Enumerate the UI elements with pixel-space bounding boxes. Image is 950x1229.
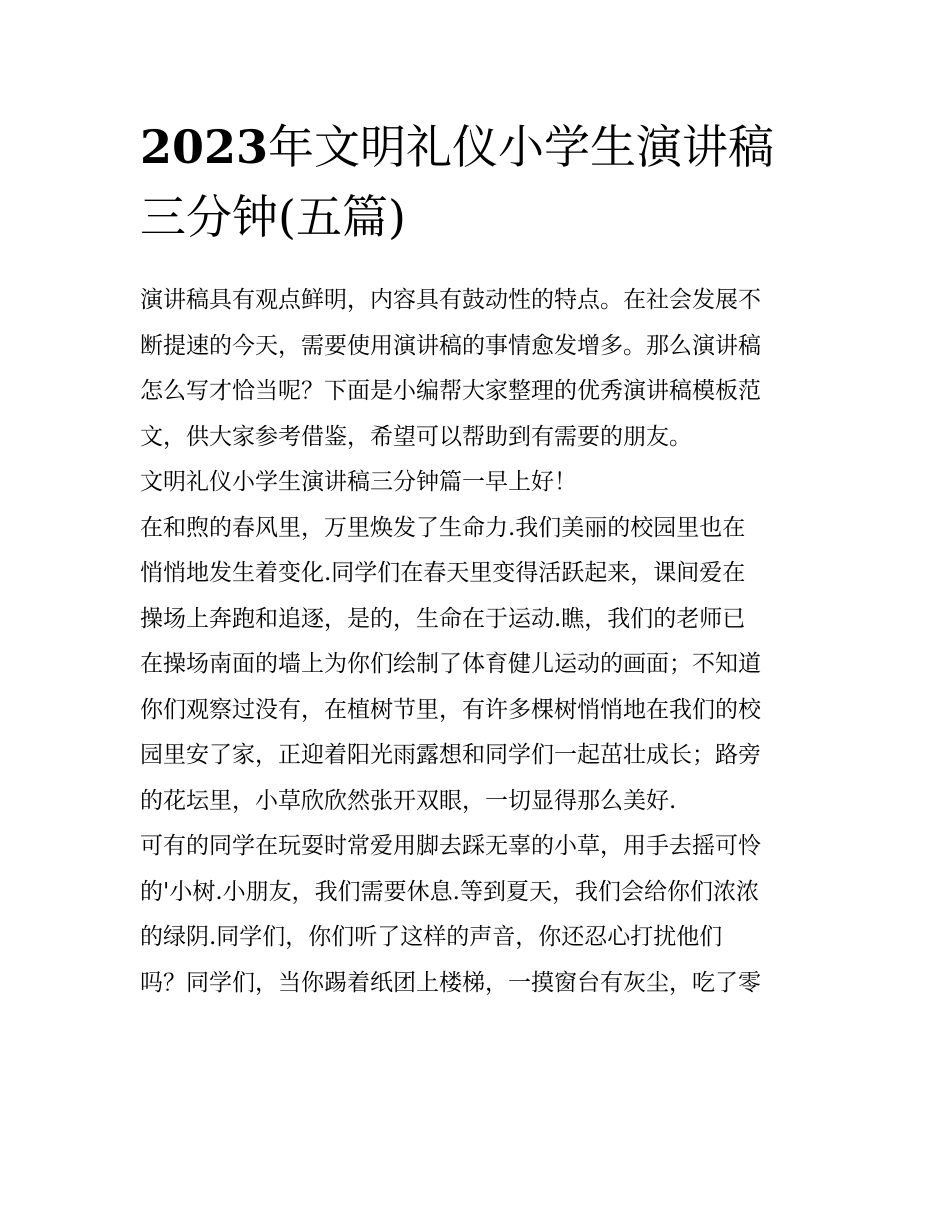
body-line: 可有的同学在玩耍时常爱用脚去踩无辜的小草，用手去摇可怜 (140, 833, 761, 859)
body-line: 园里安了家，正迎着阳光雨露想和同学们一起茁壮成长；路旁 (140, 742, 761, 768)
body-line: 的花坛里，小草欣欣然张开双眼，一切显得那么美好. (140, 787, 677, 814)
body-line: 你们观察过没有，在植树节里，有许多棵树悄悄地在我们的校 (140, 696, 761, 723)
title-line-1 (140, 112, 830, 182)
body-line: 演讲稿具有观点鲜明，内容具有鼓动性的特点。在社会发展不 (140, 287, 761, 313)
body-line: 怎么写才恰当呢？下面是小编帮大家整理的优秀演讲稿模板范 (140, 378, 761, 404)
title-year: 2023 (140, 120, 269, 174)
title-line-1-text: 年文明礼仪小学生演讲稿 (268, 120, 775, 174)
body-line: 在和煦的春风里，万里焕发了生命力.我们美丽的校园里也在 (140, 514, 746, 541)
body-line: 悄悄地发生着变化.同学们在春天里变得活跃起来，课间爱在 (140, 560, 746, 586)
document-title (140, 112, 830, 252)
title-line-2: 三分钟(五篇) (140, 190, 406, 244)
section-heading: 文明礼仪小学生演讲稿三分钟篇一早上好！ (140, 469, 577, 495)
body-line: 的'小树.小朋友，我们需要休息.等到夏天，我们会给你们浓浓 (140, 878, 759, 905)
document-body (140, 278, 830, 1006)
body-line: 文，供大家参考借鉴，希望可以帮助到有需要的朋友。 (140, 423, 692, 450)
body-line: 的绿阴.同学们，你们听了这样的声音，你还忍心打扰他们 (140, 924, 723, 950)
body-line: 操场上奔跑和追逐，是的，生命在于运动.瞧，我们的老师已 (140, 605, 746, 632)
body-line: 断提速的今天，需要使用演讲稿的事情愈发增多。那么演讲稿 (140, 332, 761, 359)
body-line: 吗？同学们，当你踢着纸团上楼梯，一摸窗台有灰尘，吃了零 (140, 969, 761, 996)
body-line: 在操场南面的墙上为你们绘制了体育健儿运动的画面；不知道 (140, 651, 761, 677)
